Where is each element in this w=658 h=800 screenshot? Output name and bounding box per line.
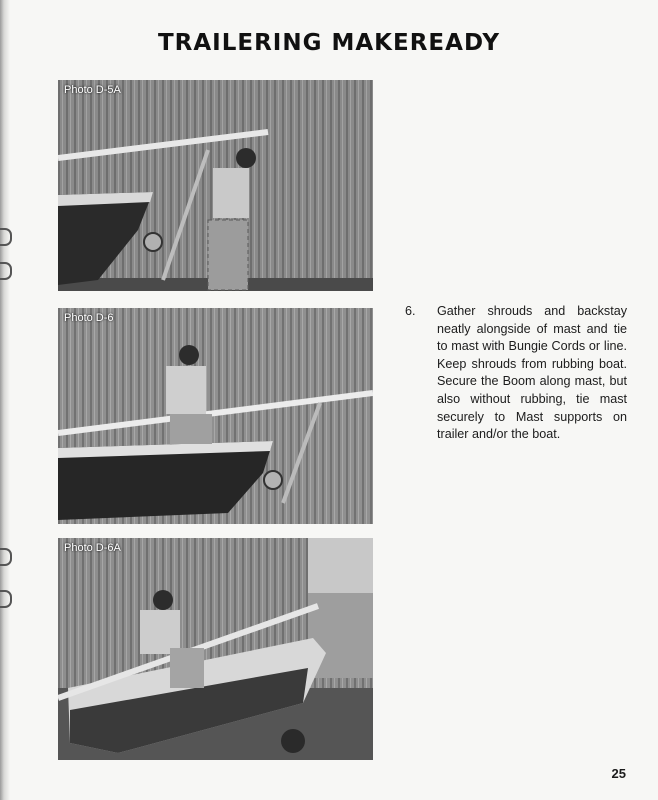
photo-d6a-image xyxy=(58,538,373,760)
photo-label: Photo D-6 xyxy=(64,312,114,324)
photo-label: Photo D-6A xyxy=(64,542,121,554)
binder-ring xyxy=(0,228,12,246)
photo-d5a xyxy=(58,80,373,291)
photo-d6a xyxy=(58,538,373,760)
page-number: 25 xyxy=(611,766,626,781)
photo-d6-image xyxy=(58,308,373,524)
step-text: Gather shrouds and backstay neatly alongside of mast and tie to mast with Bungie Cords or line. Keep shrouds from rubbing boat. Secure the Boom along mast, but also without rubbing, tie mast securely to Mast supports on trailer and/or the boat. xyxy=(437,304,627,442)
binding-edge xyxy=(0,0,10,800)
page-title: TRAILERING MAKEREADY xyxy=(157,30,501,56)
binder-ring xyxy=(0,590,12,608)
photo-label: Photo D-5A xyxy=(64,84,121,96)
binder-ring xyxy=(0,262,12,280)
photo-d5a-image xyxy=(58,80,373,291)
binder-ring xyxy=(0,548,12,566)
photo-d6 xyxy=(58,308,373,524)
step-number: 6. xyxy=(405,304,416,318)
